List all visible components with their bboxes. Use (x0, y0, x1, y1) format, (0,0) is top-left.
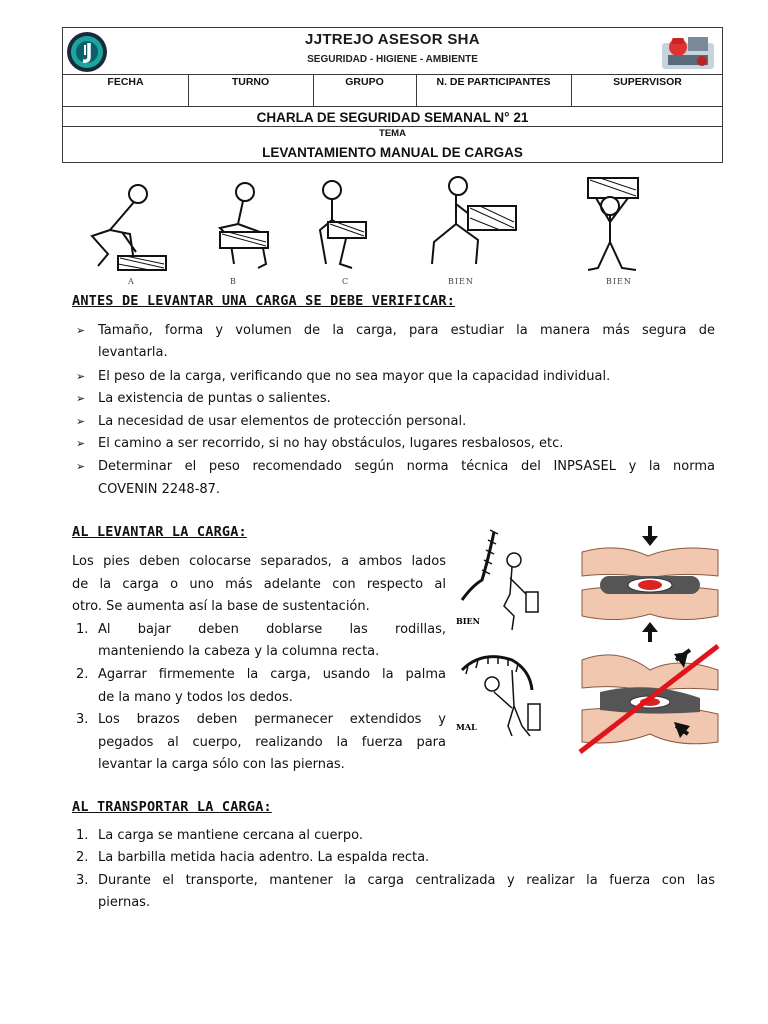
safety-emblem (660, 31, 716, 71)
posture-figures (452, 520, 577, 760)
charla-title: CHARLA DE SEGURIDAD SEMANAL N° 21 (256, 110, 529, 125)
intro-line: otro. Se aumenta así la base de sustentación. (72, 599, 370, 614)
item-line: manteniendo la cabeza y la columna recta. (98, 644, 380, 659)
bullet-line: Tamaño, forma y volumen de la carga, para estudiar la manera más segura de (98, 323, 715, 338)
bullet-arrow-icon: ➢ (76, 460, 86, 473)
lift-figure-c (320, 181, 366, 268)
bullet-arrow-icon: ➢ (76, 437, 86, 450)
lift-figure-b (220, 183, 268, 268)
topic-title: LEVANTAMIENTO MANUAL DE CARGAS (262, 145, 523, 160)
bullet-line: COVENIN 2248-87. (98, 482, 221, 497)
item-line: levantar la carga sólo con las piernas. (98, 757, 345, 772)
bullet-arrow-icon: ➢ (76, 370, 86, 383)
bullet-line: El camino a ser recorrido, si no hay obstáculos, lugares resbalosos, etc. (98, 436, 564, 451)
item-line: La carga se mantiene cercana al cuerpo. (98, 828, 363, 843)
item-number: 2. (76, 850, 89, 865)
field-participantes: N. DE PARTICIPANTES (436, 76, 551, 88)
posture-label-mal: MAL (456, 722, 477, 732)
bullet-arrow-icon: ➢ (76, 324, 86, 337)
item-line: piernas. (98, 895, 151, 910)
label-a: A (128, 277, 135, 286)
item-line: pegados al cuerpo, realizando la fuerza para (98, 735, 446, 750)
bullet-arrow-icon: ➢ (76, 392, 86, 405)
field-grupo: GRUPO (345, 76, 384, 88)
label-b: B (230, 277, 237, 286)
lift-figure-bien-1 (432, 177, 516, 264)
field-fecha: FECHA (107, 76, 144, 88)
item-line: Los brazos deben permanecer extendidos y (98, 712, 446, 727)
item-number: 1. (76, 622, 89, 637)
label-bien-2: BIEN (606, 277, 632, 286)
grip-correct (582, 526, 718, 642)
section-heading-transport: AL TRANSPORTAR LA CARGA: (72, 799, 272, 815)
bullet-line: La existencia de puntas o salientes. (98, 391, 331, 406)
grip-incorrect (580, 646, 718, 752)
intro-line: Los pies deben colocarse separados, a ambos lados (72, 554, 446, 569)
lifting-figures (70, 172, 690, 292)
item-line: La barbilla metida hacia adentro. La espalda recta. (98, 850, 430, 865)
bullet-line: Determinar el peso recomendado según norma técnica del INPSASEL y la norma (98, 459, 715, 474)
label-c: C (342, 277, 350, 286)
posture-bien (462, 530, 538, 630)
item-line: Durante el transporte, mantener la carga centralizada y realizar la fuerza con las (98, 873, 715, 888)
intro-line: de la carga o uno más adelante con respecto al (72, 577, 446, 592)
company-subtitle: SEGURIDAD - HIGIENE - AMBIENTE (307, 54, 478, 65)
item-line: Al bajar deben doblarse las rodillas, (98, 622, 446, 637)
bullet-arrow-icon: ➢ (76, 415, 86, 428)
item-number: 3. (76, 873, 89, 888)
item-line: Agarrar firmemente la carga, usando la palma (98, 667, 446, 682)
item-number: 2. (76, 667, 89, 682)
lift-figure-a (92, 185, 166, 270)
grip-figures (578, 520, 723, 760)
item-line: de la mano y todos los dedos. (98, 690, 293, 705)
header-table (62, 27, 723, 163)
section-heading-before-lifting: ANTES DE LEVANTAR UNA CARGA SE DEBE VERIFICAR: (72, 293, 456, 309)
company-name: JJTREJO ASESOR SHA (305, 31, 480, 48)
posture-label-bien: BIEN (456, 616, 480, 626)
arrow-down-icon (642, 536, 658, 546)
bullet-line: levantarla. (98, 345, 168, 360)
bullet-line: La necesidad de usar elementos de protección personal. (98, 414, 467, 429)
field-turno: TURNO (231, 76, 270, 88)
arrow-up-icon (642, 622, 658, 632)
item-number: 3. (76, 712, 89, 727)
item-number: 1. (76, 828, 89, 843)
bullet-line: El peso de la carga, verificando que no sea mayor que la capacidad individual. (98, 369, 611, 384)
section-heading-lifting: AL LEVANTAR LA CARGA: (72, 524, 247, 540)
lift-figure-bien-2 (588, 178, 638, 270)
label-bien-1: BIEN (448, 277, 474, 286)
field-supervisor: SUPERVISOR (613, 76, 682, 88)
tema-label: TEMA (379, 128, 406, 139)
